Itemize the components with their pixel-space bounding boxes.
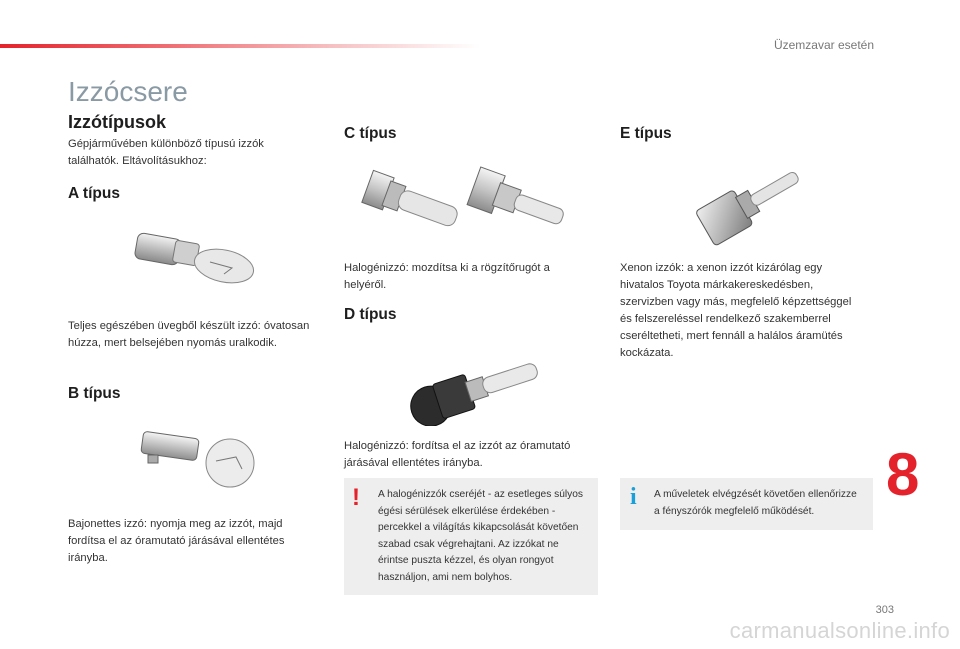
type-d-title: D típus	[344, 306, 397, 323]
type-c-bulb-icon	[358, 160, 573, 250]
page-heading: Izzócsere	[68, 76, 188, 107]
chapter-number: 8	[886, 441, 920, 508]
type-b-title: B típus	[68, 385, 121, 402]
warning-note-text: A halogénizzók cseréjét - az esetleges súlyos égési sérülések elkerülése érdekében - percekkel a világítás kikapcsolását követően szabad csak végrehajtani. Az izzókat ne érintse puszta kézzel, és olyan rongyot használjon, ami nem bolyhos.	[378, 489, 583, 583]
type-d-bulb-icon	[398, 342, 548, 426]
intro-text: Gépjárművében különböző típusú izzók találhatók. Eltávolításukhoz:	[68, 138, 264, 167]
chapter-title: Üzemzavar esetén	[773, 38, 874, 52]
type-e-title: E típus	[620, 125, 672, 142]
warning-note	[344, 478, 598, 595]
info-icon: i	[630, 484, 637, 510]
page-number: 303	[875, 604, 894, 616]
type-d-text: Halogénizzó: fordítsa el az izzót az óramutató járásával ellentétes irányba.	[344, 440, 571, 469]
type-e-bulb-icon	[688, 158, 818, 248]
type-a-bulb-icon	[128, 222, 268, 292]
info-note-text: A műveletek elvégzését követően ellenőrizze a fényszórók megfelelő működését.	[654, 489, 857, 517]
info-note	[620, 478, 873, 530]
type-b-bulb-icon	[138, 425, 268, 491]
type-b-text: Bajonettes izzó: nyomja meg az izzót, majd fordítsa el az óramutató járásával ellentétes irányba.	[68, 518, 285, 564]
type-c-text: Halogénizzó: mozdítsa ki a rögzítőrugót a helyéről.	[344, 262, 550, 291]
type-e-text: Xenon izzók: a xenon izzót kizárólag egy hivatalos Toyota márkakereskedésben, szervizben vagy más, megfelelő képzettséggel és felszereléssel rendelkező szakemberrel cseréltetheti, mert fennáll a halálos áramütés kockázata.	[620, 262, 852, 359]
warning-icon: !	[352, 484, 360, 511]
type-c-title: C típus	[344, 125, 397, 142]
type-a-title: A típus	[68, 185, 120, 202]
header-accent-bar	[0, 44, 480, 48]
bulb-types-title: Izzótípusok	[68, 112, 166, 132]
type-a-text: Teljes egészében üvegből készült izzó: óvatosan húzza, mert belsejében nyomás uralkodik.	[68, 320, 310, 349]
watermark: carmanualsonline.info	[729, 618, 950, 643]
